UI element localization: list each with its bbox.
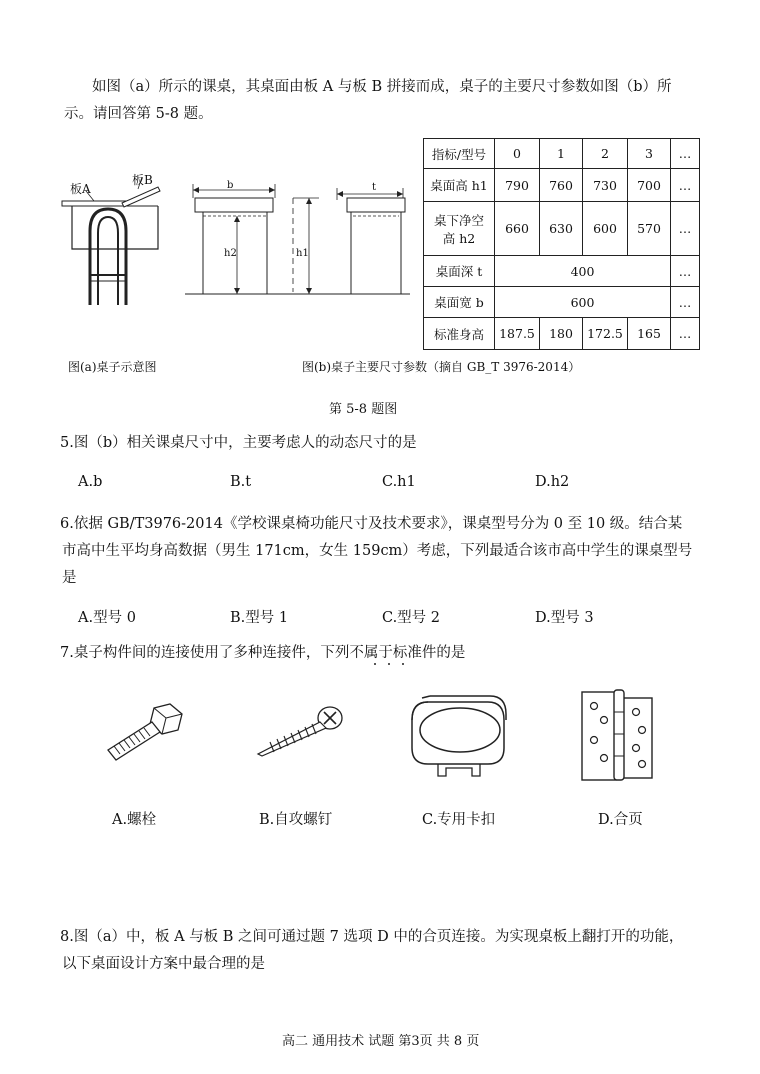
q5-option-b[interactable]: B.t	[230, 474, 252, 490]
bolt-icon	[100, 702, 185, 772]
q6-line-2: 市高中生平均身高数据（男生 171cm，女生 159cm）考虑，下列最适合该市高中学生的课桌型号	[62, 543, 693, 559]
figure-b-dimension-drawing	[185, 180, 415, 305]
table-cell: 630	[540, 202, 583, 256]
table-cell: 187.5	[495, 318, 540, 350]
table-cell: 600	[583, 202, 628, 256]
table-header-cell: 0	[495, 139, 540, 169]
table-cell: 165	[628, 318, 671, 350]
label-board-a: 板A	[70, 182, 91, 196]
table-cell: …	[671, 287, 700, 318]
table-header-cell: 指标/型号	[424, 139, 495, 169]
q6-option-a[interactable]: A.型号 0	[78, 610, 136, 626]
figure-b-caption: 图(b)桌子主要尺寸参数（摘自 GB_T 3976-2014）	[302, 360, 581, 374]
table-cell: 600	[495, 287, 671, 318]
q6-line-1: 6.依据 GB/T3976-2014《学校课桌椅功能尺寸及技术要求》，课桌型号分为 0 至 10 级。结合某	[60, 516, 683, 532]
q7-option-b[interactable]: B.自攻螺钉	[259, 812, 333, 828]
self-tapping-screw-icon	[252, 702, 352, 762]
table-header-cell: 2	[583, 139, 628, 169]
q5-option-a[interactable]: A.b	[78, 474, 103, 490]
table-cell: 400	[495, 256, 671, 287]
row-label-height: 标准身高	[424, 318, 495, 350]
table-cell: 790	[495, 169, 540, 202]
table-cell: 180	[540, 318, 583, 350]
table-cell: 730	[583, 169, 628, 202]
intro-line-2: 示。请回答第 5-8 题。	[64, 106, 213, 122]
row-label-h1: 桌面高 h1	[424, 169, 495, 202]
hinge-icon	[578, 684, 658, 784]
row-label-b: 桌面宽 b	[424, 287, 495, 318]
dim-label-h2: h2	[224, 248, 237, 259]
label-board-b: 板B	[132, 173, 153, 187]
table-cell: 570	[628, 202, 671, 256]
row-label-h2-line2: 高 h2	[442, 230, 476, 246]
emphasis-dots	[372, 663, 408, 666]
row-label-h2	[424, 202, 495, 256]
q7-option-c[interactable]: C.专用卡扣	[422, 812, 496, 828]
q7-stem: 7.桌子构件间的连接使用了多种连接件，下列不属于标准件的是	[60, 645, 466, 661]
table-cell: 760	[540, 169, 583, 202]
q6-option-d[interactable]: D.型号 3	[535, 610, 594, 626]
dim-label-b: b	[227, 180, 234, 191]
q7-option-a[interactable]: A.螺栓	[112, 812, 157, 828]
q5-option-c[interactable]: C.h1	[382, 474, 416, 490]
intro-line-1: 如图（a）所示的课桌，其桌面由板 A 与板 B 拼接而成，桌子的主要尺寸参数如图（b）所	[92, 79, 672, 95]
table-header-cell: 3	[628, 139, 671, 169]
q7-option-d[interactable]: D.合页	[598, 812, 643, 828]
figure-title: 第 5-8 题图	[329, 402, 398, 417]
table-cell: …	[671, 169, 700, 202]
figure-a-caption: 图(a)桌子示意图	[68, 360, 157, 374]
table-cell: 700	[628, 169, 671, 202]
table-cell: 172.5	[583, 318, 628, 350]
table-header-cell: …	[671, 139, 700, 169]
table-header-cell: 1	[540, 139, 583, 169]
dim-label-t: t	[372, 182, 377, 193]
q5-option-d[interactable]: D.h2	[535, 474, 570, 490]
page-footer: 高二 通用技术 试题 第3页 共 8 页	[282, 1034, 480, 1049]
table-cell: …	[671, 318, 700, 350]
q6-option-c[interactable]: C.型号 2	[382, 610, 441, 626]
table-cell: …	[671, 256, 700, 287]
q5-stem: 5.图（b）相关课桌尺寸中，主要考虑人的动态尺寸的是	[60, 435, 417, 451]
row-label-h2-line1: 桌下净空	[433, 212, 484, 228]
table-cell: …	[671, 202, 700, 256]
q6-line-3: 是	[62, 570, 77, 586]
q8-line-1: 8.图（a）中，板 A 与板 B 之间可通过题 7 选项 D 中的合页连接。为实现桌板上翻打开的功能，	[60, 929, 684, 945]
table-cell: 660	[495, 202, 540, 256]
dim-label-h1: h1	[296, 248, 309, 259]
size-parameter-table	[423, 138, 700, 350]
special-clip-icon	[408, 690, 508, 785]
row-label-t: 桌面深 t	[424, 256, 495, 287]
q6-option-b[interactable]: B.型号 1	[230, 610, 289, 626]
q8-line-2: 以下桌面设计方案中最合理的是	[62, 956, 265, 972]
